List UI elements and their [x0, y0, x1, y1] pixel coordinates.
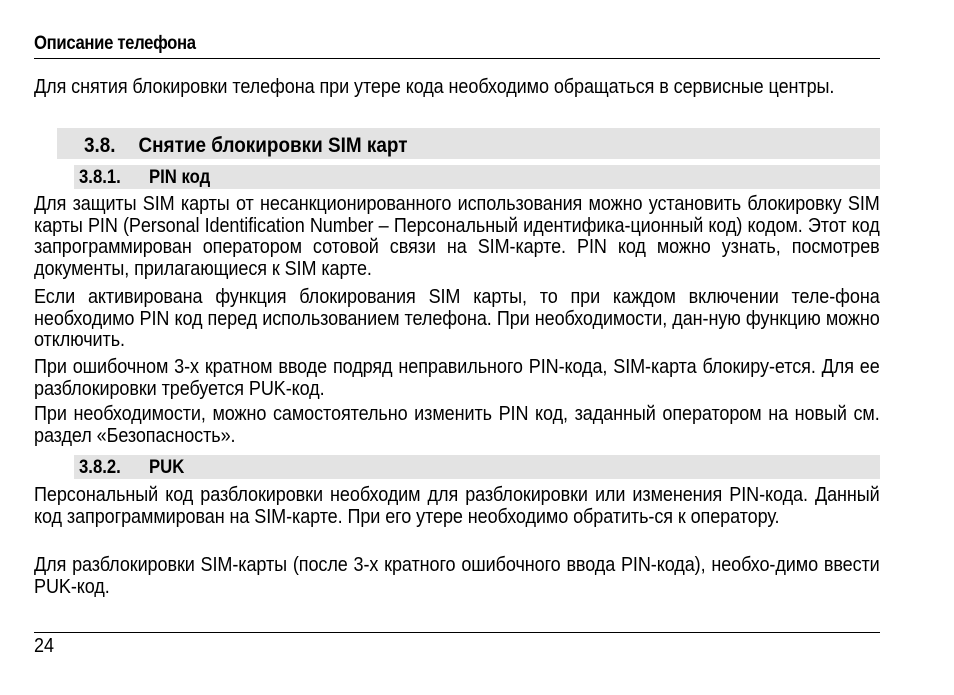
- subsection-number-pin: 3.8.1.: [79, 167, 121, 188]
- subsection-heading-pin: [74, 165, 880, 189]
- section-heading-text: [84, 133, 407, 158]
- puk-paragraph-1: Персональный код разблокировки необходим для разблокировки или изменения PIN-кода. Данный код запрограммирован на SIM-карте. При его утере необходимо обратить-ся к оператору.: [34, 483, 880, 528]
- subsection-title-pin: PIN код: [149, 167, 211, 188]
- document-page: [34, 0, 880, 695]
- section-number: 3.8.: [84, 133, 116, 157]
- puk-paragraph-2: Для разблокировки SIM-карты (после 3-х кратного ошибочного ввода PIN-кода), необхо-димо ввести PUK-код.: [34, 553, 880, 598]
- subsection-heading-pin-text: [79, 167, 210, 189]
- intro-paragraph: Для снятия блокировки телефона при утере кода необходимо обращаться в сервисные центры.: [34, 75, 835, 98]
- section-title: Снятие блокировки SIM карт: [138, 133, 408, 157]
- pin-paragraph-4: При необходимости, можно самостоятельно изменить PIN код, заданный оператором на новый см. раздел «Безопасность».: [34, 402, 880, 447]
- subsection-heading-puk: [74, 455, 880, 479]
- header-rule: [34, 58, 880, 59]
- subsection-number-puk: 3.8.2.: [79, 457, 121, 478]
- pin-paragraph-2: Если активирована функция блокирования SIM карты, то при каждом включении теле-фона необходимо PIN код перед использованием телефона. При необходимости, дан-ную функцию можно отключить.: [34, 285, 880, 351]
- section-heading: [57, 128, 880, 159]
- pin-paragraph-3: При ошибочном 3-х кратном вводе подряд неправильного PIN-кода, SIM-карта блокиру-ется. Для ее разблокировки требуется PUK-код.: [34, 355, 880, 400]
- pin-paragraph-1: Для защиты SIM карты от несанкционированного использования можно установить блокировку SIM карты PIN (Personal Identification Number – Персональный идентифика-ционный код) кодом. Этот код запрограммирован оператором сотовой связи на SIM-карте. PIN код можно узнать, посмотрев документы, прилагающиеся к SIM карте.: [34, 192, 880, 280]
- subsection-title-puk: PUK: [149, 457, 185, 478]
- footer-rule: [34, 632, 880, 633]
- subsection-heading-puk-text: [79, 457, 184, 479]
- page-number: 24: [34, 635, 55, 657]
- running-header: Описание телефона: [34, 33, 196, 54]
